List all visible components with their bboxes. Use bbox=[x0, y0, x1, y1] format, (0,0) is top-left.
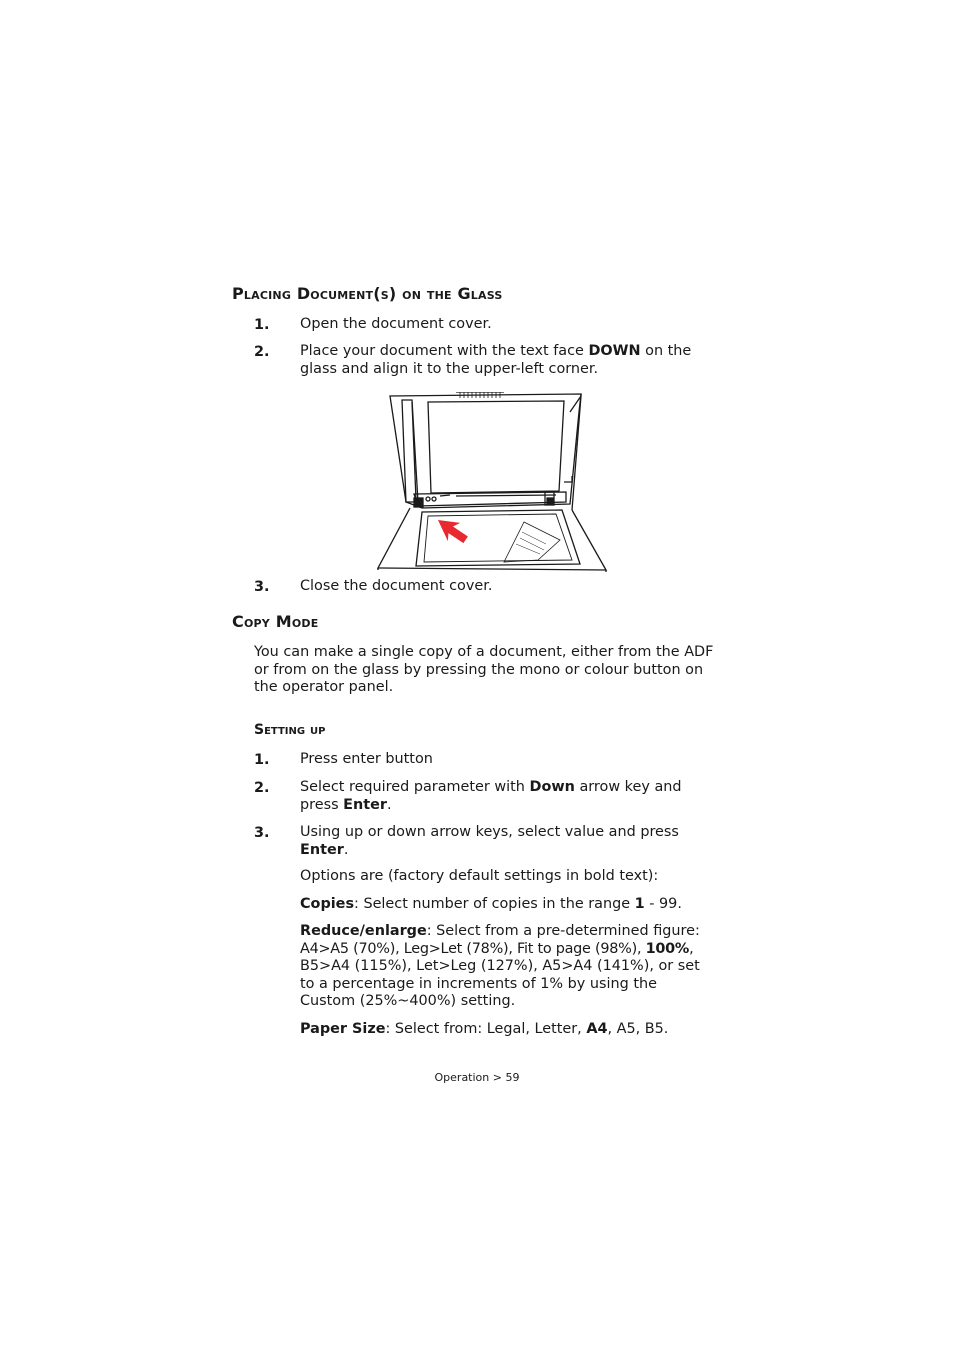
step-number: 3. bbox=[254, 825, 270, 841]
page-footer: Operation > 59 bbox=[434, 1071, 520, 1084]
options-intro: Options are (factory default settings in bold text): bbox=[300, 868, 659, 884]
step-text: Open the document cover. bbox=[300, 316, 492, 332]
step-number: 1. bbox=[254, 317, 270, 333]
intro-paragraph: You can make a single copy of a document, either from the ADF or from on the glass by pressing the mono or colour button on the operator panel. bbox=[254, 644, 714, 696]
option-reduce-enlarge: Reduce/enlarge: Select from a pre-determined figure: A4>A5 (70%), Leg>Let (78%), Fit to page (98%), 100%, B5>A4 (115%), Let>Leg (127%), A5>A4 (141%), or set to a percentage in increments of 1% by using the Custom (25%~400%) setting. bbox=[300, 923, 700, 1010]
scanner-glass-illustration bbox=[376, 392, 608, 572]
subsection-title-setting-up: Setting up bbox=[254, 722, 326, 738]
step-text: Place your document with the text face DOWN on the glass and align it to the upper-left corner. bbox=[300, 343, 692, 377]
step-number: 3. bbox=[254, 579, 270, 595]
section-title-placing-documents: Placing Document(s) on the Glass bbox=[232, 284, 503, 303]
step-number: 1. bbox=[254, 752, 270, 768]
section-title-copy-mode: Copy Mode bbox=[232, 612, 319, 631]
option-paper-size: Paper Size: Select from: Legal, Letter, A4, A5, B5. bbox=[300, 1021, 669, 1037]
step-number: 2. bbox=[254, 780, 270, 796]
step-number: 2. bbox=[254, 344, 270, 360]
step-text: Close the document cover. bbox=[300, 578, 493, 594]
step-text: Select required parameter with Down arrow key and press Enter. bbox=[300, 779, 682, 813]
step-text: Press enter button bbox=[300, 751, 433, 767]
option-copies: Copies: Select number of copies in the range 1 - 99. bbox=[300, 896, 682, 912]
step-text: Using up or down arrow keys, select value and press Enter. bbox=[300, 824, 679, 858]
